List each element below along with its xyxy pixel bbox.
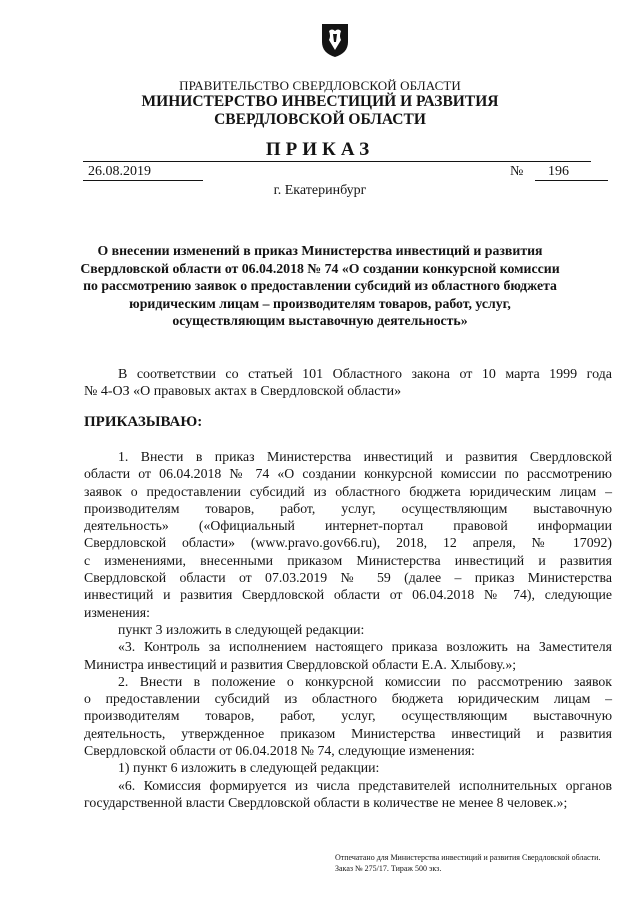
date-underline [83, 180, 203, 181]
footer-line: Отпечатано для Министерства инвестиций и развития Свердловской области. [335, 853, 601, 862]
title-line: юридическим лицам – производителям товаров, работ, услуг, [129, 295, 511, 311]
body-line: 2. Внести в положение о конкурсной комиссии по рассмотрению заявок [118, 673, 612, 689]
ministry-name-line2: СВЕРДЛОВСКОЙ ОБЛАСТИ [214, 111, 426, 128]
body-line: пункт 3 изложить в следующей редакции: [118, 621, 365, 637]
order-body [84, 448, 612, 811]
header-divider [83, 161, 591, 162]
number-underline [535, 180, 608, 181]
footer-line: Заказ № 275/17. Тираж 500 экз. [335, 864, 442, 873]
body-line: заявок о предоставлении субсидий из областного бюджета юридическим лицам – [84, 483, 612, 499]
title-line: Свердловской области от 06.04.2018 № 74 «О создании конкурсной комиссии [80, 260, 560, 276]
document-type: ПРИКАЗ [265, 139, 375, 160]
body-line: государственной власти Свердловской области в количестве не менее 8 человек.»; [84, 794, 568, 810]
title-line: О внесении изменений в приказ Министерства инвестиций и развития [97, 243, 543, 258]
order-date: 26.08.2019 [88, 164, 151, 179]
government-name: ПРАВИТЕЛЬСТВО СВЕРДЛОВСКОЙ ОБЛАСТИ [179, 78, 461, 93]
coat-of-arms-icon [320, 22, 350, 58]
body-line: «6. Комиссия формируется из числа представителей исполнительных органов [118, 777, 612, 793]
body-line: изменения: [84, 604, 150, 620]
body-line: производителям товаров, работ, услуг, осуществляющим выставочную [84, 708, 612, 724]
body-line: с изменениями, внесенными приказом Министерства инвестиций и развития [84, 552, 612, 568]
order-title [80, 242, 560, 330]
body-line: деятельность» («Официальный интернет-портал правовой информации [84, 518, 612, 534]
print-footer [335, 852, 600, 874]
preamble [84, 365, 612, 400]
title-line: по рассмотрению заявок о предоставлении субсидий из областного бюджета [83, 278, 557, 293]
order-number: 196 [548, 164, 569, 179]
body-line: 1) пункт 6 изложить в следующей редакции: [118, 760, 380, 776]
order-word: ПРИКАЗЫВАЮ: [84, 414, 203, 430]
body-line: Свердловской области от 06.04.2018 № 74, следующие изменения: [84, 743, 475, 759]
ministry-name-line1: МИНИСТЕРСТВО ИНВЕСТИЦИЙ И РАЗВИТИЯ [141, 93, 499, 110]
body-line: Свердловской области» (www.pravo.gov66.ru), 2018, 12 апреля, № 17092) [84, 535, 612, 551]
title-line: осуществляющим выставочную деятельность» [172, 313, 468, 328]
body-line: о предоставлении субсидий из областного бюджета юридическим лицам – [84, 691, 612, 707]
preamble-line: В соответствии со статьей 101 Областного закона от 10 марта 1999 года [118, 367, 612, 382]
preamble-line: № 4-ОЗ «О правовых актах в Свердловской области» [84, 384, 402, 400]
body-line: деятельность, утвержденное приказом Министерства инвестиций и развития [84, 725, 612, 741]
body-line: «3. Контроль за исполнением настоящего приказа возложить на Заместителя [118, 639, 612, 655]
body-line: инвестиций и развития Свердловской области от 06.04.2018 № 74), следующие [84, 587, 612, 603]
city: г. Екатеринбург [273, 183, 367, 198]
body-line: Свердловской области от 07.03.2019 № 59 (далее – приказ Министерства [84, 570, 612, 586]
body-line: Министра инвестиций и развития Свердловской области Е.А. Хлыбову.»; [84, 656, 517, 672]
body-line: производителям товаров, работ, услуг, осуществляющим выставочную [84, 500, 612, 516]
number-sign: № [510, 164, 524, 179]
body-line: области от 06.04.2018 № 74 «О создании конкурсной комиссии по рассмотрению [84, 466, 612, 482]
body-line: 1. Внести в приказ Министерства инвестиций и развития Свердловской [118, 449, 612, 464]
